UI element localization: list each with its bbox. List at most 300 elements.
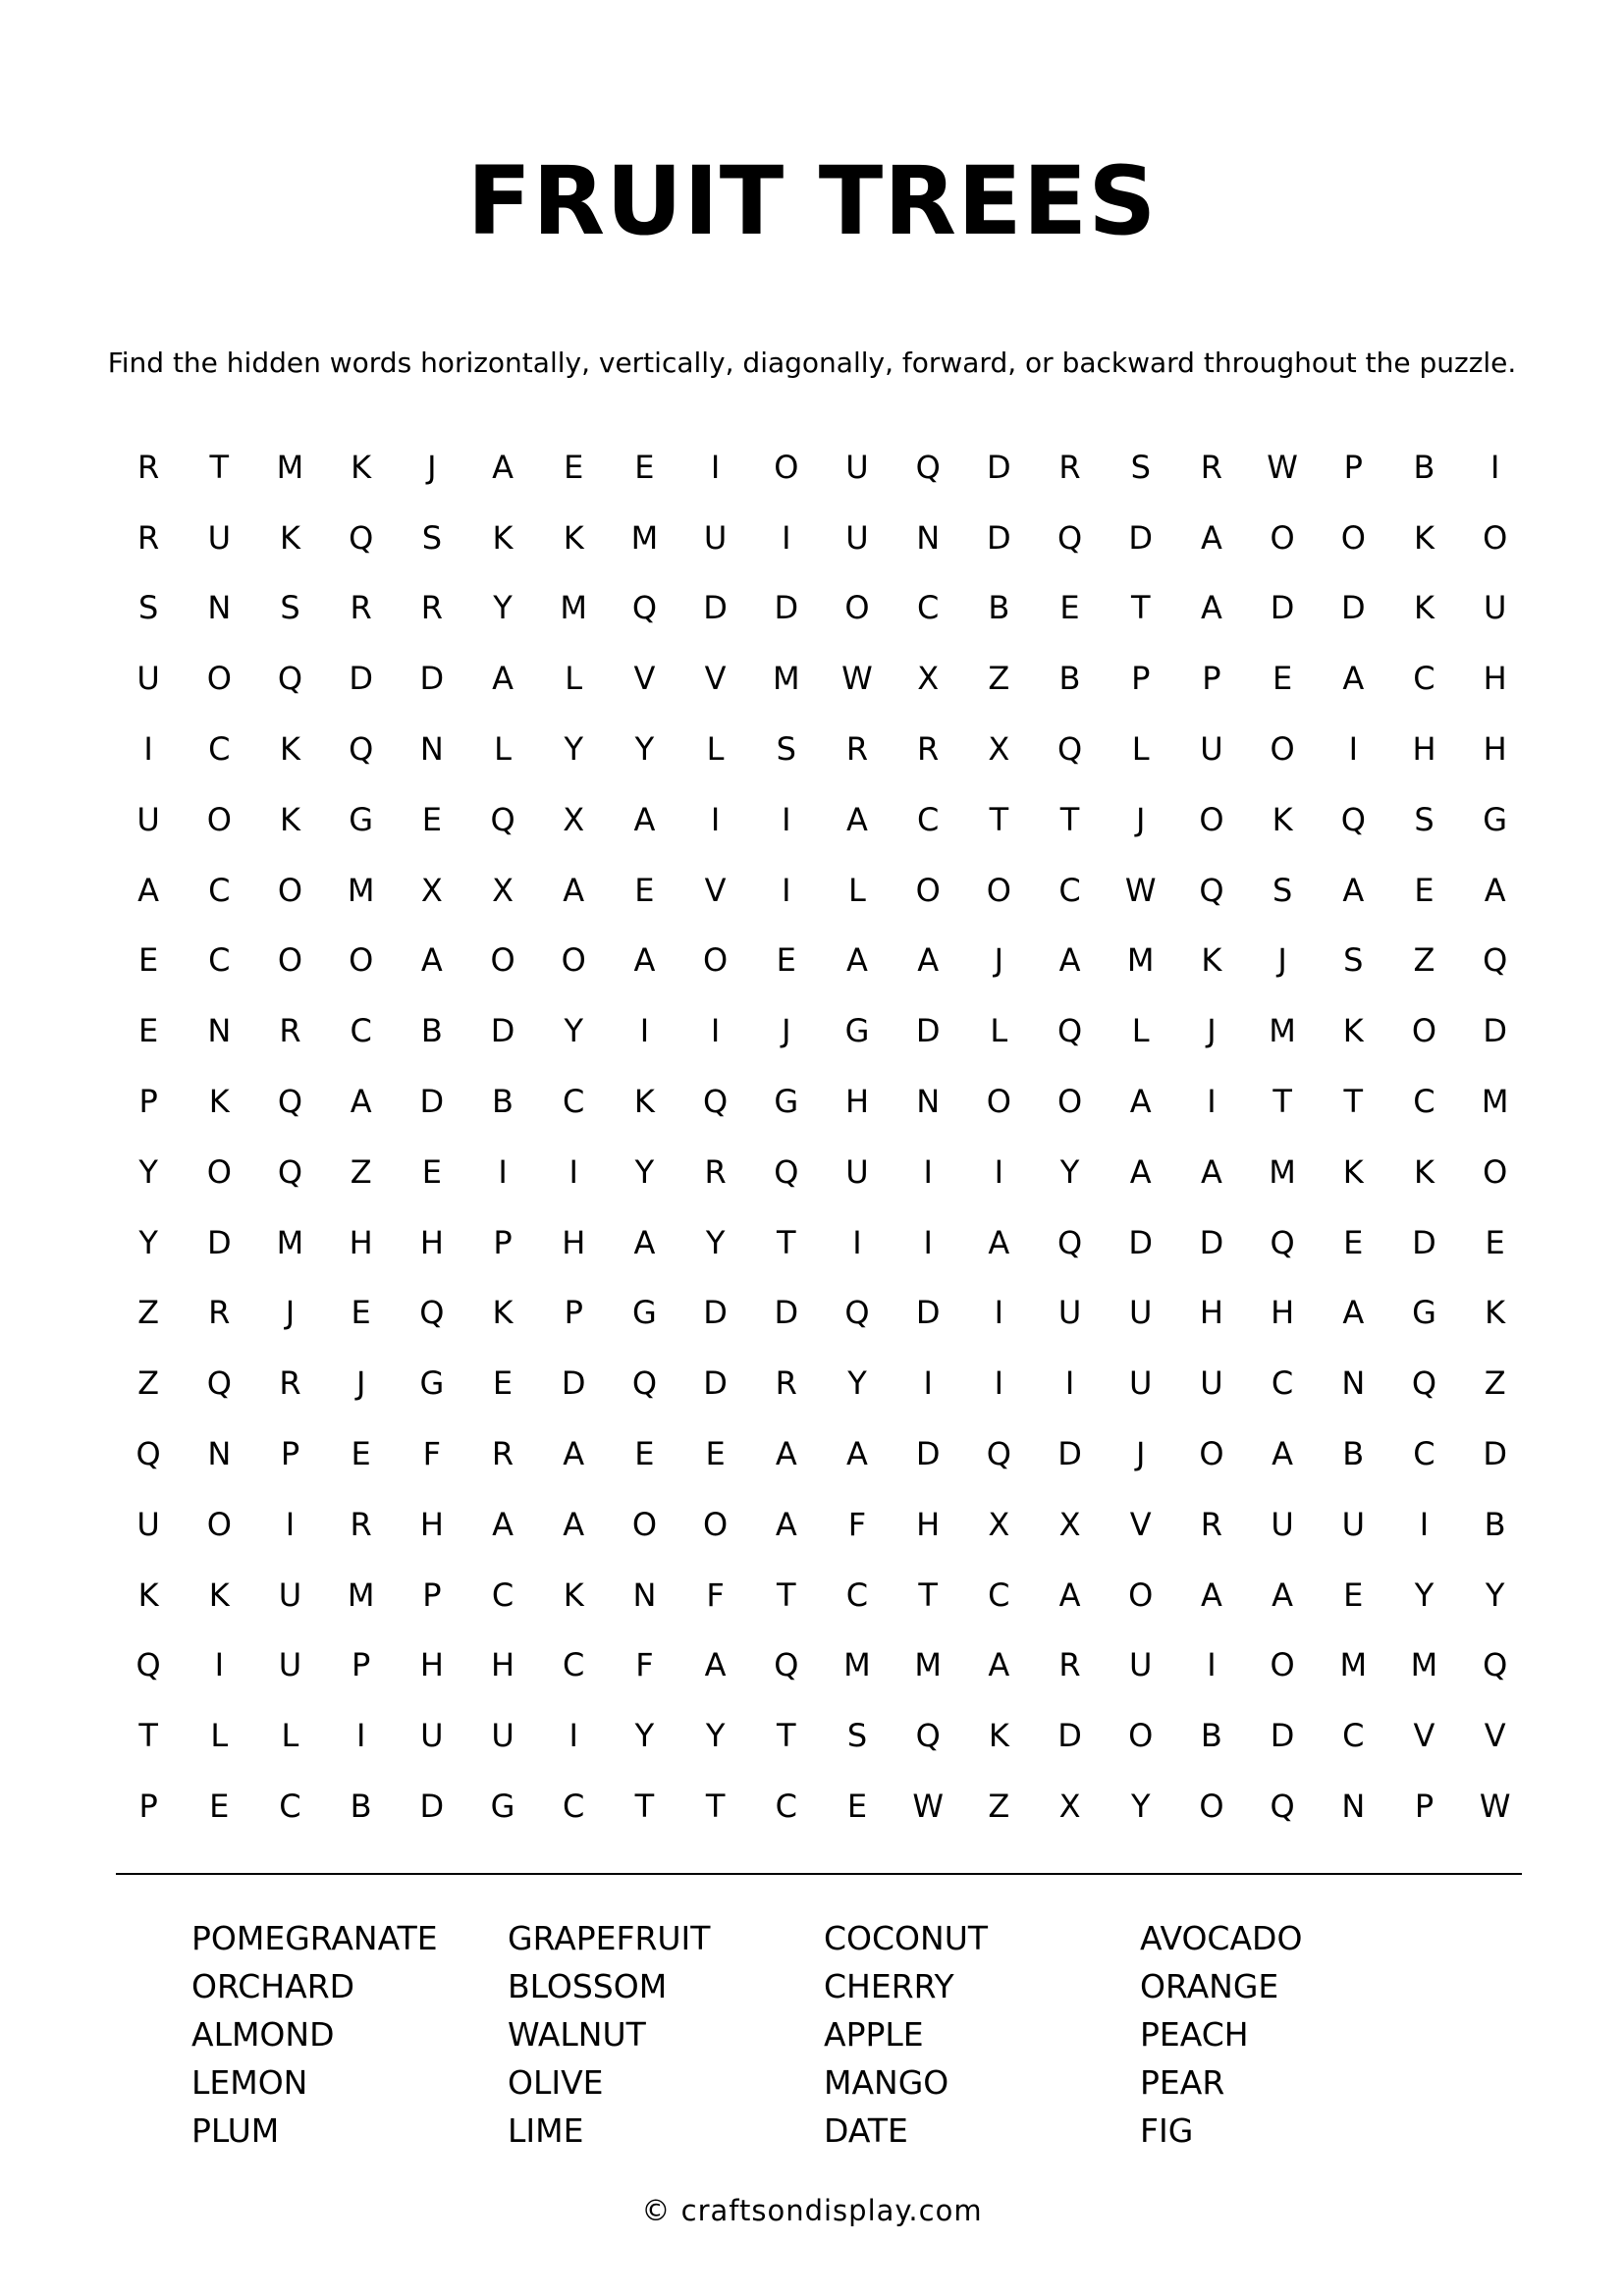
- grid-letter[interactable]: P: [1131, 660, 1151, 698]
- grid-letter[interactable]: E: [564, 448, 584, 486]
- grid-letter[interactable]: O: [1483, 518, 1508, 557]
- grid-letter[interactable]: A: [633, 1223, 656, 1261]
- grid-letter[interactable]: Q: [915, 448, 941, 486]
- grid-letter[interactable]: Q: [915, 1717, 941, 1755]
- grid-letter[interactable]: O: [206, 800, 232, 838]
- grid-letter[interactable]: E: [351, 1294, 371, 1332]
- grid-letter[interactable]: Q: [277, 1152, 303, 1191]
- grid-letter[interactable]: S: [137, 589, 159, 627]
- grid-letter[interactable]: V: [1484, 1717, 1506, 1755]
- grid-letter[interactable]: M: [1339, 1646, 1368, 1684]
- grid-letter[interactable]: H: [844, 1083, 869, 1121]
- grid-letter[interactable]: O: [206, 1152, 232, 1191]
- grid-letter[interactable]: Z: [350, 1152, 372, 1191]
- grid-letter[interactable]: W: [912, 1788, 944, 1826]
- grid-letter[interactable]: I: [710, 800, 721, 838]
- grid-letter[interactable]: A: [1200, 1575, 1222, 1614]
- grid-letter[interactable]: B: [1200, 1717, 1222, 1755]
- grid-letter[interactable]: A: [846, 800, 868, 838]
- grid-letter[interactable]: U: [1129, 1294, 1153, 1332]
- grid-letter[interactable]: D: [1270, 1717, 1295, 1755]
- grid-letter[interactable]: U: [491, 1717, 514, 1755]
- grid-letter[interactable]: I: [782, 800, 791, 838]
- grid-letter[interactable]: Y: [1485, 1575, 1505, 1614]
- grid-letter[interactable]: H: [1483, 660, 1507, 698]
- grid-letter[interactable]: O: [986, 871, 1011, 909]
- grid-letter[interactable]: A: [492, 1505, 514, 1543]
- grid-letter[interactable]: Q: [844, 1294, 870, 1332]
- grid-letter[interactable]: Z: [988, 1788, 1010, 1826]
- grid-letter[interactable]: Y: [705, 1223, 726, 1261]
- grid-letter[interactable]: P: [138, 1083, 158, 1121]
- grid-letter[interactable]: D: [1128, 1223, 1154, 1261]
- grid-letter[interactable]: T: [777, 1223, 796, 1261]
- grid-letter[interactable]: J: [355, 1364, 366, 1403]
- grid-letter[interactable]: H: [1271, 1294, 1295, 1332]
- grid-letter[interactable]: L: [706, 730, 725, 769]
- grid-letter[interactable]: M: [276, 1223, 304, 1261]
- grid-letter[interactable]: T: [1059, 800, 1080, 838]
- grid-letter[interactable]: N: [419, 730, 444, 769]
- grid-letter[interactable]: R: [136, 448, 160, 486]
- grid-letter[interactable]: O: [349, 941, 374, 980]
- grid-letter[interactable]: K: [279, 800, 300, 838]
- grid-letter[interactable]: A: [1272, 1575, 1294, 1614]
- grid-letter[interactable]: D: [1412, 1223, 1436, 1261]
- grid-letter[interactable]: T: [705, 1788, 726, 1826]
- grid-letter[interactable]: Y: [847, 1364, 867, 1403]
- grid-letter[interactable]: K: [1413, 589, 1435, 627]
- grid-letter[interactable]: O: [1270, 730, 1295, 769]
- grid-letter[interactable]: D: [419, 1788, 445, 1826]
- grid-letter[interactable]: N: [207, 589, 232, 627]
- grid-letter[interactable]: K: [563, 518, 584, 557]
- grid-letter[interactable]: U: [1200, 730, 1223, 769]
- grid-letter[interactable]: O: [1128, 1717, 1154, 1755]
- grid-letter[interactable]: E: [1485, 1223, 1505, 1261]
- grid-letter[interactable]: U: [207, 518, 231, 557]
- grid-letter[interactable]: O: [206, 1505, 232, 1543]
- grid-letter[interactable]: I: [782, 871, 791, 909]
- grid-letter[interactable]: C: [350, 1012, 372, 1050]
- grid-letter[interactable]: D: [987, 448, 1011, 486]
- grid-letter[interactable]: Y: [634, 1152, 655, 1191]
- grid-letter[interactable]: O: [1483, 1152, 1508, 1191]
- grid-letter[interactable]: X: [988, 1505, 1010, 1543]
- grid-letter[interactable]: U: [278, 1646, 302, 1684]
- grid-letter[interactable]: E: [1343, 1575, 1364, 1614]
- grid-letter[interactable]: V: [633, 660, 656, 698]
- grid-letter[interactable]: C: [916, 800, 940, 838]
- grid-letter[interactable]: R: [279, 1012, 301, 1050]
- grid-letter[interactable]: K: [492, 1294, 514, 1332]
- grid-letter[interactable]: B: [350, 1788, 372, 1826]
- grid-letter[interactable]: S: [776, 730, 796, 769]
- grid-letter[interactable]: U: [1129, 1646, 1153, 1684]
- grid-letter[interactable]: P: [493, 1223, 513, 1261]
- grid-letter[interactable]: B: [492, 1083, 514, 1121]
- grid-letter[interactable]: S: [1130, 448, 1151, 486]
- grid-letter[interactable]: A: [1200, 1152, 1222, 1191]
- grid-letter[interactable]: B: [988, 589, 1010, 627]
- grid-letter[interactable]: B: [420, 1012, 443, 1050]
- grid-letter[interactable]: D: [1340, 589, 1366, 627]
- grid-letter[interactable]: A: [846, 941, 868, 980]
- grid-letter[interactable]: Y: [634, 730, 655, 769]
- grid-letter[interactable]: K: [563, 1575, 584, 1614]
- grid-letter[interactable]: Q: [419, 1294, 445, 1332]
- grid-letter[interactable]: C: [208, 730, 231, 769]
- grid-letter[interactable]: C: [1058, 871, 1081, 909]
- grid-letter[interactable]: T: [1130, 589, 1151, 627]
- grid-letter[interactable]: T: [138, 1717, 158, 1755]
- grid-letter[interactable]: C: [775, 1788, 797, 1826]
- grid-letter[interactable]: O: [915, 871, 941, 909]
- grid-letter[interactable]: I: [639, 1012, 650, 1050]
- grid-letter[interactable]: Q: [206, 1364, 232, 1403]
- grid-letter[interactable]: Y: [564, 1012, 583, 1050]
- grid-letter[interactable]: O: [206, 660, 232, 698]
- grid-letter[interactable]: J: [1207, 1012, 1217, 1050]
- grid-letter[interactable]: Q: [774, 1152, 799, 1191]
- grid-letter[interactable]: V: [704, 660, 727, 698]
- grid-letter[interactable]: C: [563, 1646, 585, 1684]
- grid-letter[interactable]: G: [349, 800, 374, 838]
- grid-letter[interactable]: I: [994, 1364, 1004, 1403]
- grid-letter[interactable]: G: [774, 1083, 799, 1121]
- grid-letter[interactable]: C: [491, 1575, 514, 1614]
- grid-letter[interactable]: U: [420, 1717, 444, 1755]
- grid-letter[interactable]: C: [208, 941, 231, 980]
- grid-letter[interactable]: G: [1483, 800, 1508, 838]
- grid-letter[interactable]: J: [1277, 941, 1287, 980]
- grid-letter[interactable]: U: [703, 518, 728, 557]
- grid-letter[interactable]: A: [1058, 941, 1081, 980]
- grid-letter[interactable]: Q: [277, 1083, 303, 1121]
- grid-letter[interactable]: I: [214, 1646, 224, 1684]
- grid-letter[interactable]: H: [1483, 730, 1507, 769]
- grid-letter[interactable]: G: [1412, 1294, 1436, 1332]
- grid-letter[interactable]: O: [561, 941, 586, 980]
- grid-letter[interactable]: N: [916, 1083, 941, 1121]
- grid-letter[interactable]: A: [1342, 1294, 1365, 1332]
- grid-letter[interactable]: X: [1058, 1505, 1081, 1543]
- grid-letter[interactable]: I: [923, 1223, 933, 1261]
- grid-letter[interactable]: D: [703, 1294, 728, 1332]
- grid-letter[interactable]: A: [420, 941, 443, 980]
- grid-letter[interactable]: C: [1271, 1364, 1294, 1403]
- grid-letter[interactable]: I: [568, 1717, 578, 1755]
- grid-letter[interactable]: T: [918, 1575, 938, 1614]
- grid-letter[interactable]: B: [1413, 448, 1435, 486]
- grid-letter[interactable]: Z: [1484, 1364, 1506, 1403]
- grid-letter[interactable]: M: [347, 871, 375, 909]
- grid-letter[interactable]: C: [1413, 1083, 1435, 1121]
- grid-letter[interactable]: I: [1419, 1505, 1430, 1543]
- grid-letter[interactable]: R: [1200, 1505, 1223, 1543]
- grid-letter[interactable]: H: [491, 1646, 515, 1684]
- grid-letter[interactable]: X: [988, 730, 1010, 769]
- grid-letter[interactable]: D: [915, 1012, 941, 1050]
- grid-letter[interactable]: A: [1272, 1435, 1294, 1473]
- grid-letter[interactable]: Q: [986, 1435, 1011, 1473]
- grid-letter[interactable]: U: [136, 660, 160, 698]
- grid-letter[interactable]: Z: [1413, 941, 1435, 980]
- grid-letter[interactable]: L: [210, 1717, 229, 1755]
- grid-letter[interactable]: R: [775, 1364, 797, 1403]
- grid-letter[interactable]: F: [706, 1575, 725, 1614]
- grid-letter[interactable]: I: [923, 1152, 933, 1191]
- grid-letter[interactable]: I: [1348, 730, 1358, 769]
- grid-letter[interactable]: A: [1484, 871, 1506, 909]
- grid-letter[interactable]: A: [350, 1083, 372, 1121]
- grid-letter[interactable]: K: [208, 1575, 230, 1614]
- grid-letter[interactable]: U: [136, 800, 160, 838]
- grid-letter[interactable]: Q: [631, 589, 657, 627]
- grid-letter[interactable]: I: [1489, 448, 1500, 486]
- grid-letter[interactable]: K: [1342, 1012, 1364, 1050]
- grid-letter[interactable]: I: [1207, 1083, 1217, 1121]
- grid-letter[interactable]: Q: [1056, 730, 1083, 769]
- grid-letter[interactable]: E: [137, 941, 159, 980]
- grid-letter[interactable]: O: [1411, 1012, 1437, 1050]
- grid-letter[interactable]: K: [279, 518, 300, 557]
- grid-letter[interactable]: E: [492, 1364, 514, 1403]
- grid-letter[interactable]: A: [492, 448, 514, 486]
- grid-letter[interactable]: A: [137, 871, 160, 909]
- grid-letter[interactable]: R: [1058, 448, 1081, 486]
- grid-letter[interactable]: V: [704, 871, 727, 909]
- grid-letter[interactable]: A: [563, 1505, 585, 1543]
- grid-letter[interactable]: M: [772, 660, 800, 698]
- grid-letter[interactable]: D: [1128, 518, 1154, 557]
- grid-letter[interactable]: E: [1272, 660, 1293, 698]
- grid-letter[interactable]: F: [635, 1646, 654, 1684]
- grid-letter[interactable]: T: [1343, 1083, 1364, 1121]
- grid-letter[interactable]: P: [422, 1575, 442, 1614]
- grid-letter[interactable]: X: [420, 871, 443, 909]
- grid-letter[interactable]: V: [1129, 1505, 1152, 1543]
- grid-letter[interactable]: C: [563, 1788, 585, 1826]
- grid-letter[interactable]: Q: [1056, 1223, 1083, 1261]
- grid-letter[interactable]: A: [1342, 871, 1365, 909]
- grid-letter[interactable]: K: [1413, 518, 1435, 557]
- grid-letter[interactable]: O: [1270, 518, 1295, 557]
- grid-letter[interactable]: O: [1270, 1646, 1295, 1684]
- grid-letter[interactable]: H: [419, 1646, 444, 1684]
- grid-letter[interactable]: Q: [135, 1435, 161, 1473]
- grid-letter[interactable]: N: [1341, 1364, 1366, 1403]
- grid-letter[interactable]: P: [1414, 1788, 1435, 1826]
- grid-letter[interactable]: D: [1199, 1223, 1224, 1261]
- grid-letter[interactable]: J: [994, 941, 1004, 980]
- grid-letter[interactable]: E: [634, 448, 655, 486]
- grid-letter[interactable]: J: [427, 448, 437, 486]
- grid-letter[interactable]: W: [1267, 448, 1298, 486]
- grid-letter[interactable]: Q: [349, 518, 374, 557]
- grid-letter[interactable]: O: [1128, 1575, 1154, 1614]
- grid-letter[interactable]: R: [420, 589, 443, 627]
- grid-letter[interactable]: Y: [138, 1152, 158, 1191]
- grid-letter[interactable]: T: [777, 1575, 796, 1614]
- grid-letter[interactable]: O: [703, 941, 729, 980]
- grid-letter[interactable]: A: [846, 1435, 868, 1473]
- grid-letter[interactable]: A: [1129, 1152, 1152, 1191]
- grid-letter[interactable]: N: [632, 1575, 657, 1614]
- grid-letter[interactable]: R: [350, 1505, 372, 1543]
- grid-letter[interactable]: F: [847, 1505, 867, 1543]
- grid-letter[interactable]: O: [774, 448, 799, 486]
- grid-letter[interactable]: L: [848, 871, 866, 909]
- grid-letter[interactable]: T: [209, 448, 230, 486]
- grid-letter[interactable]: O: [1340, 518, 1366, 557]
- grid-letter[interactable]: O: [1199, 1788, 1224, 1826]
- grid-letter[interactable]: Y: [705, 1717, 726, 1755]
- grid-letter[interactable]: T: [989, 800, 1009, 838]
- grid-letter[interactable]: O: [490, 941, 515, 980]
- grid-letter[interactable]: J: [285, 1294, 296, 1332]
- grid-letter[interactable]: Q: [1270, 1788, 1295, 1826]
- grid-letter[interactable]: M: [1269, 1012, 1296, 1050]
- grid-letter[interactable]: W: [841, 660, 873, 698]
- grid-letter[interactable]: Q: [1056, 1012, 1083, 1050]
- grid-letter[interactable]: Q: [1411, 1364, 1437, 1403]
- grid-letter[interactable]: R: [917, 730, 940, 769]
- grid-letter[interactable]: M: [1481, 1083, 1509, 1121]
- grid-letter[interactable]: I: [1207, 1646, 1217, 1684]
- grid-letter[interactable]: B: [1342, 1435, 1365, 1473]
- grid-letter[interactable]: T: [1272, 1083, 1292, 1121]
- grid-letter[interactable]: D: [774, 589, 799, 627]
- grid-letter[interactable]: O: [703, 1505, 729, 1543]
- grid-letter[interactable]: R: [845, 730, 869, 769]
- grid-letter[interactable]: Y: [564, 730, 583, 769]
- grid-letter[interactable]: N: [207, 1435, 232, 1473]
- grid-letter[interactable]: H: [419, 1505, 444, 1543]
- grid-letter[interactable]: C: [563, 1083, 585, 1121]
- grid-letter[interactable]: J: [1136, 1435, 1146, 1473]
- grid-letter[interactable]: S: [1414, 800, 1435, 838]
- grid-letter[interactable]: C: [916, 589, 940, 627]
- grid-letter[interactable]: Q: [1483, 1646, 1508, 1684]
- grid-letter[interactable]: D: [703, 1364, 728, 1403]
- grid-letter[interactable]: C: [1342, 1717, 1365, 1755]
- grid-letter[interactable]: U: [136, 1505, 160, 1543]
- grid-letter[interactable]: I: [498, 1152, 508, 1191]
- grid-letter[interactable]: R: [1200, 448, 1223, 486]
- grid-letter[interactable]: H: [916, 1505, 941, 1543]
- grid-letter[interactable]: N: [1341, 1788, 1366, 1826]
- grid-letter[interactable]: Q: [1056, 518, 1083, 557]
- grid-letter[interactable]: P: [1202, 660, 1221, 698]
- grid-letter[interactable]: E: [421, 800, 442, 838]
- grid-letter[interactable]: D: [1483, 1012, 1507, 1050]
- grid-letter[interactable]: H: [349, 1223, 373, 1261]
- grid-letter[interactable]: D: [419, 1083, 445, 1121]
- grid-letter[interactable]: E: [1059, 589, 1080, 627]
- grid-letter[interactable]: A: [775, 1435, 797, 1473]
- grid-letter[interactable]: D: [561, 1364, 586, 1403]
- grid-letter[interactable]: R: [491, 1435, 514, 1473]
- grid-letter[interactable]: E: [634, 871, 655, 909]
- grid-letter[interactable]: W: [1124, 871, 1157, 909]
- grid-letter[interactable]: G: [419, 1364, 445, 1403]
- grid-letter[interactable]: I: [782, 518, 791, 557]
- grid-letter[interactable]: Y: [1414, 1575, 1435, 1614]
- grid-letter[interactable]: J: [1136, 800, 1146, 838]
- grid-letter[interactable]: M: [630, 518, 659, 557]
- grid-letter[interactable]: L: [565, 660, 583, 698]
- grid-letter[interactable]: D: [490, 1012, 515, 1050]
- grid-letter[interactable]: X: [563, 800, 585, 838]
- grid-letter[interactable]: X: [492, 871, 514, 909]
- grid-letter[interactable]: D: [206, 1223, 232, 1261]
- grid-letter[interactable]: A: [917, 941, 940, 980]
- grid-letter[interactable]: K: [492, 518, 514, 557]
- grid-letter[interactable]: K: [351, 448, 372, 486]
- grid-letter[interactable]: A: [704, 1646, 727, 1684]
- grid-letter[interactable]: W: [1479, 1788, 1511, 1826]
- grid-letter[interactable]: M: [560, 589, 588, 627]
- grid-letter[interactable]: S: [846, 1717, 868, 1755]
- grid-letter[interactable]: Y: [1059, 1152, 1080, 1191]
- grid-letter[interactable]: I: [710, 448, 721, 486]
- grid-letter[interactable]: Q: [277, 660, 303, 698]
- grid-letter[interactable]: X: [917, 660, 940, 698]
- grid-letter[interactable]: R: [1058, 1646, 1081, 1684]
- grid-letter[interactable]: Q: [774, 1646, 799, 1684]
- grid-letter[interactable]: L: [494, 730, 512, 769]
- grid-letter[interactable]: I: [143, 730, 153, 769]
- grid-letter[interactable]: T: [634, 1788, 655, 1826]
- grid-letter[interactable]: L: [281, 1717, 299, 1755]
- grid-letter[interactable]: Q: [1340, 800, 1366, 838]
- grid-letter[interactable]: U: [278, 1575, 302, 1614]
- grid-letter[interactable]: A: [1342, 660, 1365, 698]
- grid-letter[interactable]: U: [1341, 1505, 1365, 1543]
- grid-letter[interactable]: D: [703, 589, 728, 627]
- grid-letter[interactable]: O: [844, 589, 870, 627]
- grid-letter[interactable]: D: [419, 660, 445, 698]
- grid-letter[interactable]: A: [1200, 518, 1222, 557]
- grid-letter[interactable]: G: [632, 1294, 657, 1332]
- grid-letter[interactable]: K: [279, 730, 300, 769]
- grid-letter[interactable]: D: [1483, 1435, 1507, 1473]
- grid-letter[interactable]: O: [277, 871, 303, 909]
- grid-letter[interactable]: I: [285, 1505, 296, 1543]
- grid-letter[interactable]: I: [355, 1717, 366, 1755]
- grid-letter[interactable]: U: [1271, 1505, 1294, 1543]
- grid-letter[interactable]: P: [138, 1788, 158, 1826]
- grid-letter[interactable]: U: [845, 518, 869, 557]
- grid-letter[interactable]: K: [1485, 1294, 1506, 1332]
- grid-letter[interactable]: M: [276, 448, 304, 486]
- grid-letter[interactable]: B: [1484, 1505, 1506, 1543]
- grid-letter[interactable]: T: [777, 1717, 796, 1755]
- grid-letter[interactable]: I: [568, 1152, 578, 1191]
- grid-letter[interactable]: R: [279, 1364, 301, 1403]
- grid-letter[interactable]: E: [421, 1152, 442, 1191]
- grid-letter[interactable]: Q: [349, 730, 374, 769]
- grid-letter[interactable]: A: [775, 1505, 797, 1543]
- grid-letter[interactable]: C: [208, 871, 231, 909]
- grid-letter[interactable]: K: [633, 1083, 655, 1121]
- grid-letter[interactable]: L: [990, 1012, 1008, 1050]
- grid-letter[interactable]: M: [1410, 1646, 1438, 1684]
- grid-letter[interactable]: P: [352, 1646, 371, 1684]
- grid-letter[interactable]: Z: [988, 660, 1010, 698]
- grid-letter[interactable]: E: [1343, 1223, 1364, 1261]
